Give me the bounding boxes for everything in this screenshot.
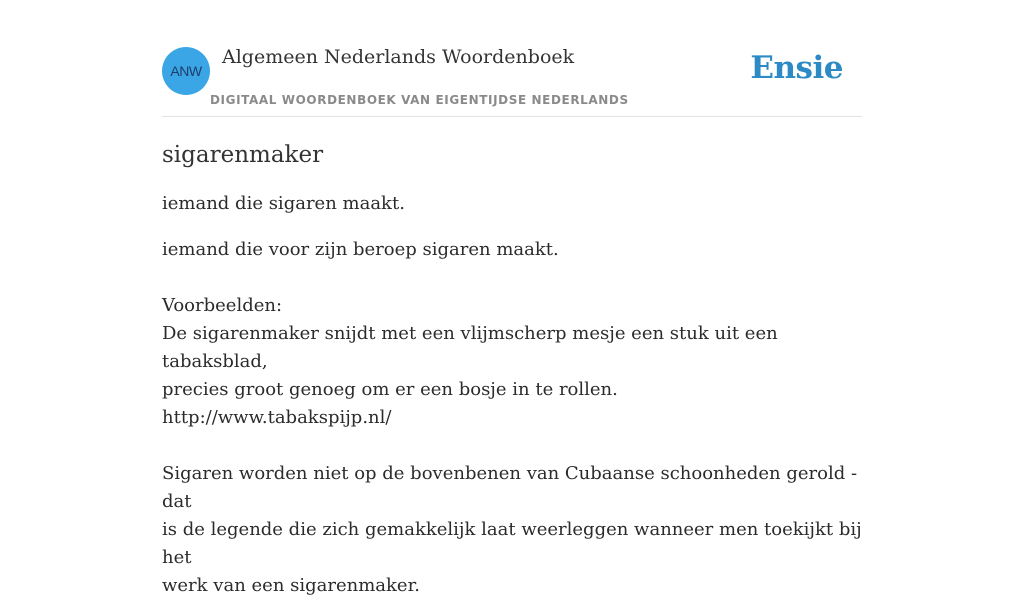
page-container <box>162 0 862 596</box>
spacer <box>162 264 862 292</box>
entry-headword: sigarenmaker <box>162 142 324 168</box>
definition: iemand die voor zijn beroep sigaren maakt. <box>162 239 559 260</box>
site-header <box>162 0 862 117</box>
example-2-line-1: Sigaren worden niet op de bovenbenen van Cubaanse schoonheden gerold - dat <box>162 463 858 512</box>
example-1-source: http://www.tabakspijp.nl/ <box>162 407 392 428</box>
short-definition: iemand die sigaren maakt. <box>162 193 405 214</box>
example-2-line-3: werk van een sigarenmaker. <box>162 575 420 596</box>
spacer <box>162 432 862 460</box>
example-2-line-2: is de legende die zich gemakkelijk laat weerleggen wanneer men toekijkt bij het <box>162 519 862 568</box>
examples-label: Voorbeelden: <box>162 295 283 316</box>
site-subtitle: DIGITAAL WOORDENBOEK VAN EIGENTIJDSE NEDERLANDS <box>210 93 629 107</box>
example-1-line-1: De sigarenmaker snijdt met een vlijmscherp mesje een stuk uit een tabaksblad, <box>162 323 778 372</box>
anw-logo[interactable] <box>162 47 210 95</box>
dictionary-entry <box>162 140 862 600</box>
ensie-brand-logo[interactable]: Ensie <box>750 50 843 86</box>
logo-text: ANW <box>170 63 202 79</box>
entry-body <box>162 236 862 600</box>
site-title[interactable]: Algemeen Nederlands Woordenboek <box>222 46 575 68</box>
example-1-line-2: precies groot genoeg om er een bosje in te rollen. <box>162 379 618 400</box>
